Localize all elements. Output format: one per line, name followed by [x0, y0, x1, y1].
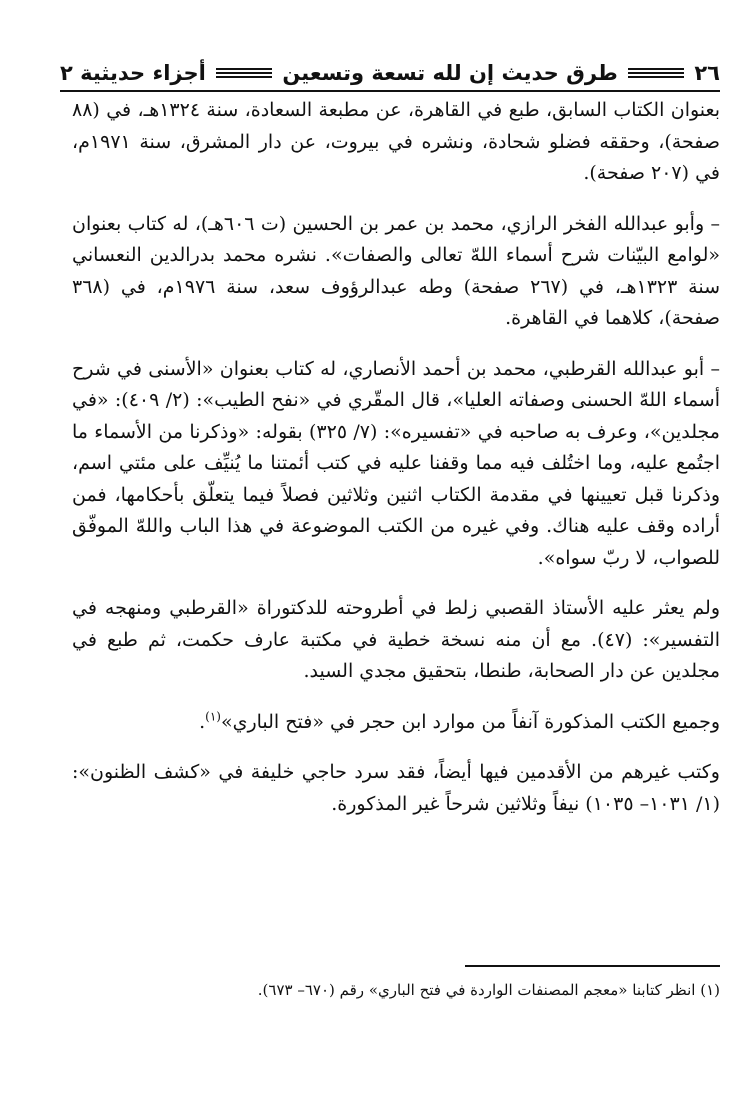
- paragraph: – وأبو عبدالله الفخر الرازي، محمد بن عمر بن الحسين (ت ٦٠٦هـ)، له كتاب بعنوان «لوامع البيّنات شرح أسماء اللهّ تعالى والصفات». نشره محمد بدرالدين النعساني سنة ١٣٢٣هـ، في (٢٦٧ صفحة) وطه عبدالرؤوف سعد، سنة ١٩٧٦م، في (٣٦٨ صفحة)، كلاهما في القاهرة.: [72, 212, 720, 329]
- header-ornament: [216, 68, 273, 78]
- running-header: [60, 56, 720, 92]
- footnote-marker: (١): [205, 709, 221, 724]
- part-title: أجزاء حديثية ٢: [59, 61, 206, 85]
- paragraph: – أبو عبدالله القرطبي، محمد بن أحمد الأنصاري، له كتاب بعنوان «الأسنى في شرح أسماء اللهّ الحسنى وصفاته العليا»، قال المقّري في «نفح الطيب»: (٢/ ٤٠٩): «في مجلدين»، وعرف به صاحبه في «تفسيره»: (٧/ ٣٢٥) بقوله: «وذكرنا من الأسماء ما اجتُمع عليه، وما اختُلف فيه مما وقفنا عليه في كتب أئمتنا ما يُنيِّف على مئتي اسم، وذكرنا قبل تعيينها في مقدمة الكتاب اثنين وثلاثين فصلاً فيما يتعلّق بأحكامها، فمن أراده وقف عليه هناك. وفي غيره من الكتب الموضوعة في هذا الباب واللهّ الموفّق للصواب، لا ربّ سواه».: [72, 357, 720, 569]
- page-number: ٢٦: [694, 61, 720, 85]
- main-text: [72, 95, 720, 839]
- paragraph: ولم يعثر عليه الأستاذ القصبي زلط في أطروحته للدكتوراة «القرطبي ومنهجه في التفسير»: (٤٧). مع أن منه نسخة خطية في مكتبة عارف حكمت، ثم طبع في مجلدين عن دار الصحابة، طنطا، بتحقيق مجدي السيد.: [72, 597, 720, 682]
- footnote-separator: [465, 965, 720, 967]
- footnote: (١) انظر كتابنا «معجم المصنفات الواردة في فتح الباري» رقم (٦٧٠– ٦٧٣).: [257, 981, 720, 999]
- paragraph: بعنوان الكتاب السابق، طبع في القاهرة، عن مطبعة السعادة، سنة ١٣٢٤هـ، في (٨٨ صفحة)، وحققه فضلو شحادة، ونشره في بيروت، عن دار المشرق، سنة ١٩٧١م، في (٢٠٧ صفحة).: [72, 99, 720, 184]
- running-title: طرق حديث إن لله تسعة وتسعين: [282, 61, 618, 85]
- closing-sentence: وجميع الكتب المذكورة آنفاً من موارد ابن حجر في «فتح الباري»: [220, 710, 720, 733]
- header-ornament: [628, 68, 685, 78]
- paragraph: وجميع الكتب المذكورة آنفاً من موارد ابن حجر في «فتح الباري»$^{(١)}$.: [199, 709, 720, 733]
- paragraph: وكتب غيرهم من الأقدمين فيها أيضاً، فقد سرد حاجي خليفة في «كشف الظنون»: (١/ ١٠٣١– ١٠٣٥) نيفاً وثلاثين شرحاً غير المذكورة.: [72, 761, 720, 815]
